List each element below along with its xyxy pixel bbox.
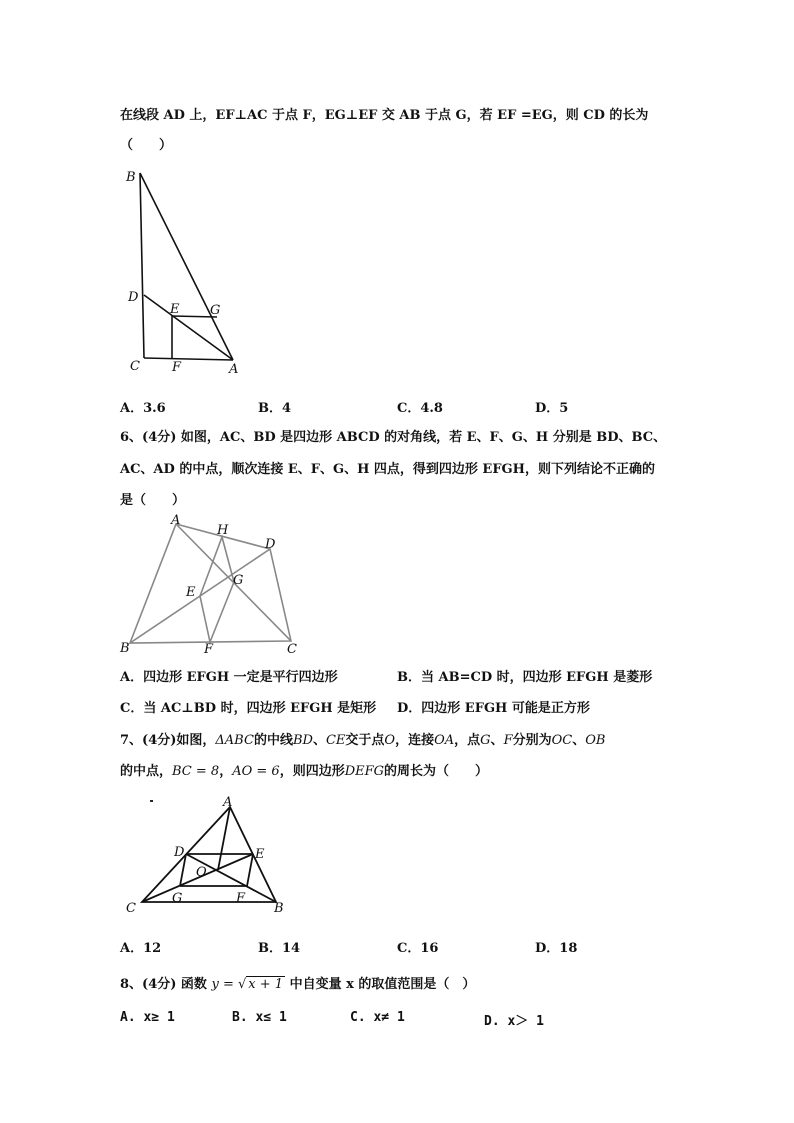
q7-figure [120,792,295,920]
q7-stem-line1: 7、(4分)如图，ΔABC的中线BD、CE交于点O，连接OA，点G、F分别为OC、OB [120,733,606,748]
q5-option-d[interactable]: D．5 [535,401,569,416]
label-G: G [210,303,221,318]
label-A: A [171,513,181,528]
label-A: A [223,795,233,810]
q6-option-d[interactable]: D．四边形 EFGH 可能是正方形 [397,701,590,716]
q8-option-b[interactable]: B. x≤ 1 [232,1010,287,1025]
q7-option-b[interactable]: B．14 [258,941,301,956]
label-G: G [233,573,244,588]
q5-figure [120,165,250,380]
label-C: C [130,359,140,374]
q7-option-d[interactable]: D．18 [535,941,578,956]
label-E: E [170,302,180,317]
segment-BA [140,173,233,360]
label-F: F [172,360,182,375]
q5-stem: 在线段 AD 上，EF⊥AC 于点 F，EG⊥EF 交 AB 于点 G，若 EF =EG，则 CD 的长为 [120,108,649,123]
label-G: G [172,891,183,906]
segment-EF [247,854,253,886]
q6-option-a[interactable]: A．四边形 EFGH 一定是平行四边形 [120,670,338,685]
sqrt-symbol: √ [237,977,247,992]
q8-option-c[interactable]: C. x≠ 1 [350,1010,405,1025]
label-E: E [255,847,265,862]
label-B: B [126,170,136,185]
q7-stem-line2: 的中点，BC = 8，AO = 6，则四边形DEFG的周长为（ ） [120,764,489,779]
segment-BC [140,173,144,358]
q5-option-a[interactable]: A．3.6 [120,401,166,416]
label-C: C [126,901,136,916]
label-F: F [236,891,246,906]
segment-OA [218,807,230,870]
label-O: O [196,865,207,880]
q6-figure [115,512,315,657]
segment-CA [144,358,233,360]
q8-option-a[interactable]: A. x≥ 1 [120,1010,175,1025]
label-F: F [204,642,214,657]
q6-stem-line2: AC、AD 的中点，顺次连接 E、F、G、H 四点，得到四边形 EFGH，则下列结论不正确的 [120,462,655,477]
q5-option-c[interactable]: C．4.8 [397,401,443,416]
label-B: B [120,641,130,656]
label-A: A [229,362,239,377]
label-E: E [186,585,196,600]
label-D: D [174,845,185,860]
label-D: D [128,290,139,305]
q8-option-d[interactable]: D. x＞ 1 [484,1014,544,1029]
label-B: B [274,901,284,916]
q7-option-a[interactable]: A．12 [120,941,162,956]
q6-stem-line3: 是（ ） [120,493,186,508]
label-C: C [287,642,297,657]
q5-answer-paren: （ ） [120,138,173,153]
q6-option-c[interactable]: C．当 AC⊥BD 时，四边形 EFGH 是矩形 [120,701,377,716]
q6-stem-line1: 6、(4分) 如图，AC、BD 是四边形 ABCD 的对角线，若 E、F、G、H 分别是 BD、BC、 [120,430,667,445]
q6-option-b[interactable]: B．当 AB=CD 时，四边形 EFGH 是菱形 [397,670,653,685]
q8-stem: 8、(4分) 函数 y = √ x + 1 中自变量 x 的取值范围是（ ） [120,977,476,992]
q7-option-c[interactable]: C．16 [397,941,439,956]
q5-option-b[interactable]: B．4 [258,401,292,416]
label-H: H [217,523,229,538]
label-D: D [265,537,276,552]
